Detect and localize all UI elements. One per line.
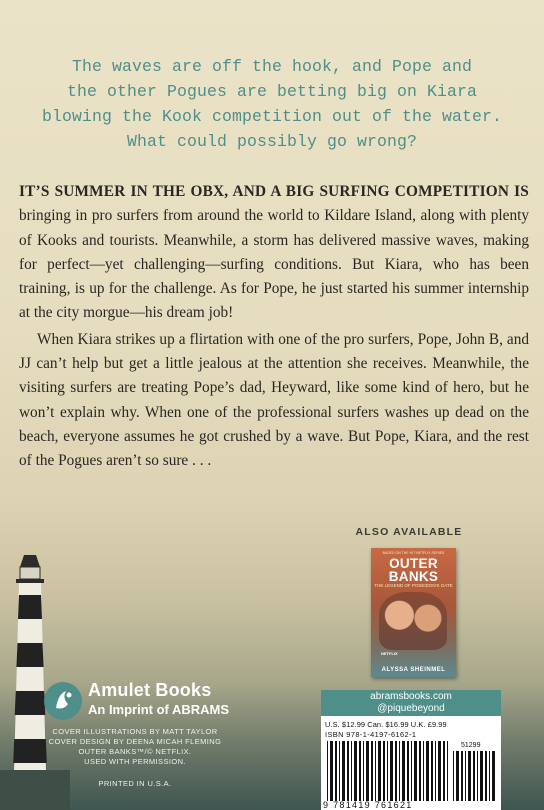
blurb-body: bringing in pro surfers from around the world to Kildare Island, along with plenty of Kooks and tourists. Meanwhile, a storm has delivered massive waves, making for perfect—yet challenging—surfing conditions. But Kiara, who has been training, is up for the challenge. As for Pope, he just started his summer internship at the city morgue—his dream job!: [19, 207, 529, 322]
publisher-imprint: An Imprint of ABRAMS: [88, 702, 230, 717]
credit-line: COVER ILLUSTRATIONS BY MATT TAYLOR: [52, 727, 218, 736]
book-author: ALYSSA SHEINMEL: [381, 667, 446, 673]
website-url[interactable]: abramsbooks.com: [370, 691, 452, 702]
barcode-box: [321, 716, 501, 810]
tagline: [40, 54, 504, 154]
credit-line: USED WITH PERMISSION.: [84, 757, 186, 766]
amulet-logo-icon: [44, 682, 82, 720]
credit-line: COVER DESIGN BY DEENA MICAH FLEMING: [48, 737, 222, 746]
price-supplement: 51299: [461, 742, 481, 749]
tagline-line: blowing the Kook competition out of the water.: [41, 107, 503, 126]
book-cover-illustration: [379, 592, 447, 650]
printed-in: PRINTED IN U.S.A.: [98, 779, 172, 788]
price-line: U.S. $12.99 Can. $16.99 U.K. £9.99: [325, 720, 447, 729]
website-box: [321, 690, 501, 716]
book-title-line1: OUTER: [389, 556, 438, 571]
book-network: NETFLIX: [381, 651, 398, 656]
blurb: [19, 180, 529, 474]
ean-digits: 9 781419 761621: [323, 800, 413, 810]
book-title: [371, 557, 456, 583]
tagline-line: The waves are off the hook, and Pope and: [71, 57, 473, 76]
blurb-paragraph-1: [19, 180, 529, 326]
credit-line: OUTER BANKS™/© NETFLIX.: [78, 747, 192, 756]
book-subtitle: THE LEGEND OF POSEIDON'S GATE: [374, 583, 453, 588]
blurb-paragraph-2: When Kiara strikes up a flirtation with one of the pro surfers, Pope, John B, and JJ can’t help but get a little jealous at the attention she receives. Meanwhile, the visiting surfers are treating Pope’s dad, Heyward, like some kind of hero, but he won’t explain why. When one of the professional surfers washes up dead on the beach, everyone assumes he got crushed by a wave. But Pope, Kiara, and the rest of the Pogues aren’t so sure . . .: [19, 330, 529, 470]
isbn-barcode: [327, 741, 449, 801]
tagline-line: the other Pogues are betting big on Kiara: [66, 82, 478, 101]
tagline-line: What could possibly go wrong?: [126, 132, 418, 151]
cover-credits: [40, 727, 230, 767]
also-available-book-cover[interactable]: [371, 548, 456, 677]
publisher-name: Amulet Books: [88, 680, 212, 700]
blurb-lead: IT’S SUMMER IN THE OBX, AND A BIG SURFING COMPETITION IS: [19, 183, 529, 200]
social-handle[interactable]: @piquebeyond: [377, 703, 445, 714]
isbn-line: ISBN 978-1-4197-6162-1: [325, 730, 417, 739]
also-available-heading: ALSO AVAILABLE: [355, 526, 463, 538]
price-barcode: [453, 751, 495, 801]
book-tag: BASED ON THE HIT NETFLIX SERIES: [382, 551, 445, 555]
book-title-line2: BANKS: [388, 569, 439, 584]
